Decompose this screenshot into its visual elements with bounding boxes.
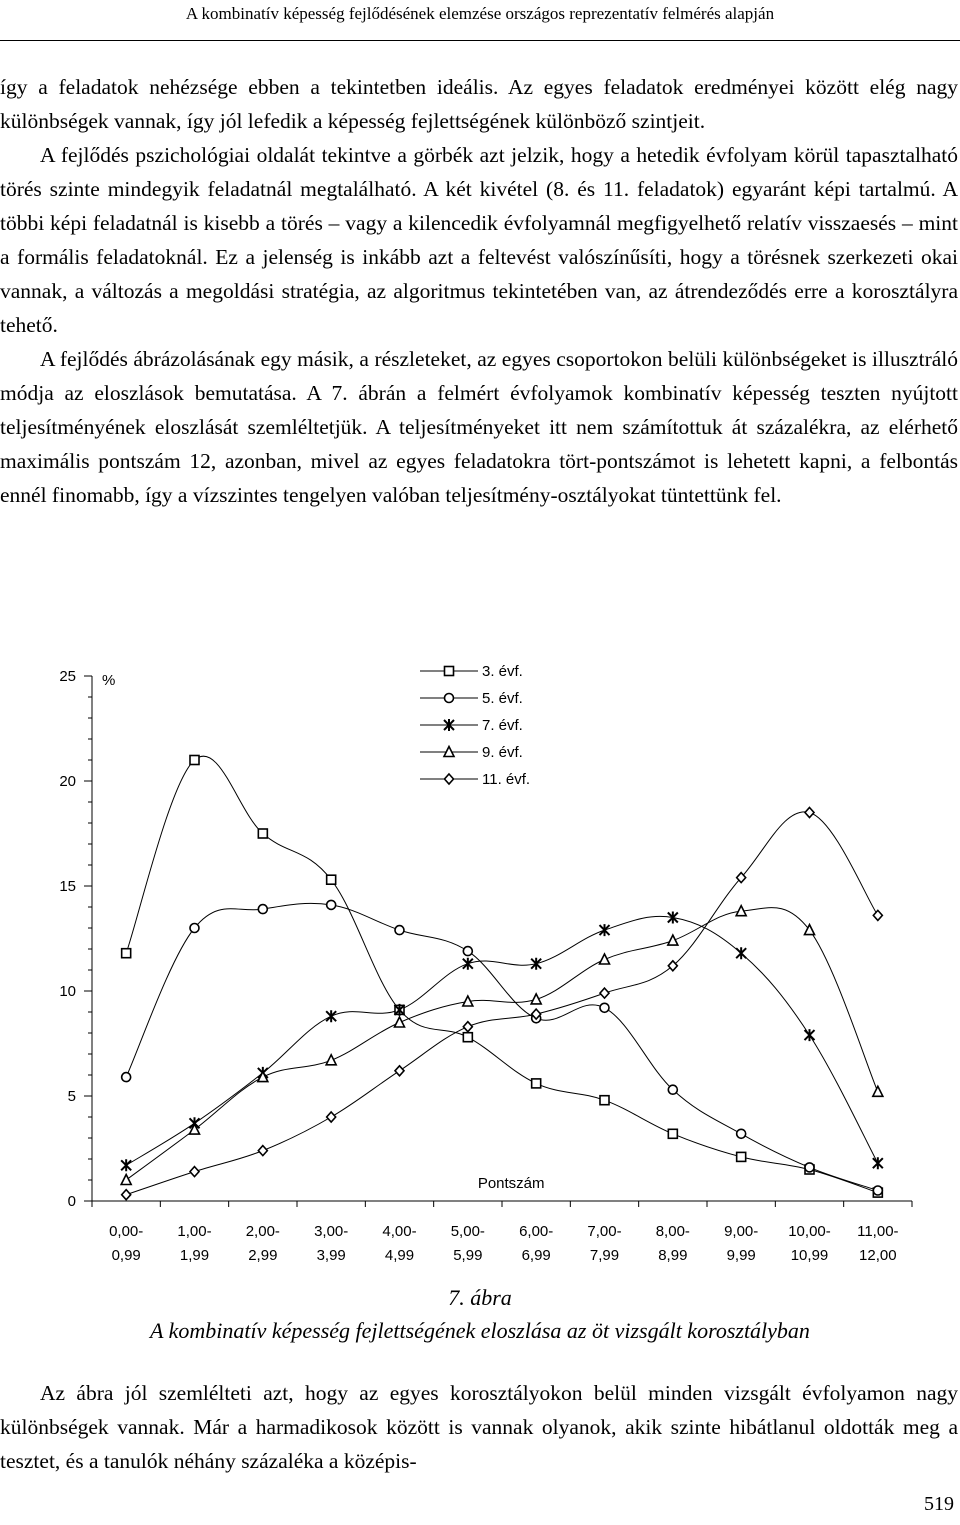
series-line-3 <box>126 916 878 1165</box>
legend-marker-circle <box>445 694 454 703</box>
series-line-2 <box>126 903 878 1190</box>
data-point-triangle <box>873 1086 883 1096</box>
data-point-triangle <box>121 1175 131 1185</box>
legend-label: 3. évf. <box>482 663 523 680</box>
chart-legend <box>420 663 530 788</box>
data-point-star <box>873 1157 883 1169</box>
data-point-circle <box>668 1085 677 1094</box>
x-tick-label: 10,00- <box>788 1223 831 1240</box>
figure-caption: A kombinatív képesség fejlettségének eloszlása az öt vizsgált korosztályban <box>150 1318 810 1343</box>
body-text-top <box>0 70 958 512</box>
page-number: 519 <box>924 1493 954 1515</box>
data-point-diamond <box>805 808 814 818</box>
data-point-triangle <box>326 1055 336 1065</box>
data-point-circle <box>395 926 404 935</box>
x-tick-label: 1,99 <box>179 1247 210 1264</box>
data-point-circle <box>122 1073 131 1082</box>
data-point-diamond <box>327 1112 336 1122</box>
y-tick-label: 15 <box>59 878 76 895</box>
header-rule <box>0 40 960 41</box>
x-axis-label: Pontszám <box>477 1175 545 1192</box>
data-point-circle <box>873 1186 882 1195</box>
data-point-triangle <box>600 954 610 964</box>
x-tick-label: 4,00- <box>382 1223 417 1240</box>
data-point-square <box>600 1096 609 1105</box>
data-point-square <box>668 1129 677 1138</box>
legend-label: 5. évf. <box>482 690 523 707</box>
data-point-triangle <box>668 935 678 945</box>
data-point-diamond <box>873 910 882 920</box>
x-tick-label: 2,00- <box>245 1223 280 1240</box>
x-tick-label: 9,99 <box>726 1247 756 1264</box>
data-point-star <box>668 912 678 924</box>
legend-label: 7. évf. <box>482 717 523 734</box>
y-tick-label: 25 <box>59 668 76 685</box>
x-tick-label: 7,99 <box>589 1247 620 1264</box>
data-point-diamond <box>463 1022 472 1032</box>
y-tick-label: 0 <box>67 1193 76 1210</box>
x-tick-label: 7,00- <box>587 1223 622 1240</box>
data-point-square <box>122 949 131 958</box>
data-point-star <box>600 924 610 936</box>
data-point-triangle <box>395 1017 405 1027</box>
data-point-diamond <box>600 988 609 998</box>
x-tick-label: 4,99 <box>384 1247 415 1264</box>
x-tick-label: 12,00 <box>859 1247 897 1264</box>
paragraph: Az ábra jól szemlélteti azt, hogy az egyes korosztályokon belül minden vizsgált évfolyamon nagy különbségek vannak. Már a harmadikosok között is vannak olyanok, akik szinte hibátlanul oldották meg a tesztet, és a tanulók néhány százaléka a középis- <box>0 1381 958 1473</box>
running-head: A kombinatív képesség fejlődésének elemzése országos reprezentatív felmérés alapján <box>185 4 775 23</box>
data-point-star <box>531 958 541 970</box>
legend-marker-diamond <box>445 774 454 784</box>
data-point-star <box>736 947 746 959</box>
data-point-star <box>326 1010 336 1022</box>
x-tick-label: 1,00- <box>177 1223 212 1240</box>
x-tick-label: 5,99 <box>453 1247 483 1264</box>
y-axis-label: % <box>102 672 116 689</box>
paragraph: így a feladatok nehézsége ebben a tekintetben ideális. Az egyes feladatok eredményei között elég nagy különbségek vannak, így jól lefedik a képesség fejlettségének különböző szintjeit. <box>0 75 958 133</box>
data-point-circle <box>327 900 336 909</box>
x-tick-label: 2,99 <box>248 1247 278 1264</box>
paragraph: A fejlődés ábrázolásának egy másik, a részleteket, az egyes csoportokon belüli különbségeket is illusztráló módja az eloszlások bemutatása. A 7. ábrán a felmért évfolyamok kombinatív képesség teszten nyújtott teljesítményének eloszlását szemléltetjük. A teljesítményeket itt nem számítottuk át százalékra, az elérhető maximális pontszám 12, azonban, mivel az egyes feladatokra tört-pontszámot is lehetett kapni, a felbontás ennél finomabb, így a vízszintes tengelyen valóban teljesítmény-osztályokat tüntettünk fel. <box>0 347 958 507</box>
legend-label: 11. évf. <box>482 771 531 788</box>
data-point-square <box>258 829 267 838</box>
data-point-square <box>463 1033 472 1042</box>
chart-lines <box>126 756 878 1195</box>
x-tick-label: 11,00- <box>857 1223 899 1240</box>
data-point-square <box>190 756 199 765</box>
body-text-bottom <box>0 1376 958 1478</box>
series-line-1 <box>126 756 878 1193</box>
data-point-circle <box>463 947 472 956</box>
x-tick-label: 6,00- <box>519 1223 554 1240</box>
distribution-chart <box>0 650 960 1270</box>
data-point-diamond <box>190 1167 199 1177</box>
data-point-star <box>463 958 473 970</box>
data-point-diamond <box>668 961 677 971</box>
x-tick-label: 6,99 <box>521 1247 551 1264</box>
data-point-circle <box>258 905 267 914</box>
legend-marker-square <box>445 667 454 676</box>
x-tick-label: 8,99 <box>658 1247 688 1264</box>
x-tick-label: 0,99 <box>111 1247 141 1264</box>
x-tick-label: 5,00- <box>450 1223 485 1240</box>
data-point-star <box>805 1029 815 1041</box>
data-point-circle <box>737 1129 746 1138</box>
data-point-star <box>121 1159 131 1171</box>
x-tick-label: 10,99 <box>790 1247 829 1264</box>
data-point-square <box>737 1152 746 1161</box>
data-point-triangle <box>531 994 541 1004</box>
data-point-diamond <box>122 1190 131 1200</box>
series-line-4 <box>126 908 878 1180</box>
data-point-square <box>327 875 336 884</box>
y-tick-label: 10 <box>59 983 76 1000</box>
x-tick-label: 3,99 <box>316 1247 346 1264</box>
series-line-5 <box>126 812 878 1195</box>
paragraph: A fejlődés pszichológiai oldalát tekintve a görbék azt jelzik, hogy a hetedik évfolyam körül tapasztalható törés szinte mindegyik feladatnál megtalálható. A két kivétel (8. és 11. feladatok) egyaránt képi tartalmú. A többi képi feladatnál is kisebb a törés – vagy a kilencedik évfolyamnál megfigyelhető relatív visszaesés – mint a formális feladatoknál. Ez a jelenség is inkább azt a feltevést valószínűsíti, hogy a törésnek szerkezeti okai vannak, a változás a megoldási stratégia, az algoritmus tekintetében van, az átrendeződés erre a korosztályra tehető. <box>0 143 958 337</box>
data-point-square <box>532 1079 541 1088</box>
y-tick-label: 20 <box>59 773 76 790</box>
data-point-diamond <box>395 1066 404 1076</box>
x-tick-label: 8,00- <box>655 1223 690 1240</box>
figure-number: 7. ábra <box>448 1285 512 1310</box>
y-tick-label: 5 <box>67 1088 76 1105</box>
x-tick-label: 3,00- <box>314 1223 349 1240</box>
legend-label: 9. évf. <box>482 744 523 761</box>
chart-markers <box>121 756 883 1200</box>
data-point-circle <box>600 1003 609 1012</box>
data-point-circle <box>805 1163 814 1172</box>
data-point-circle <box>190 924 199 933</box>
x-tick-label: 0,00- <box>109 1223 144 1240</box>
x-tick-label: 9,00- <box>724 1223 759 1240</box>
data-point-diamond <box>258 1146 267 1156</box>
